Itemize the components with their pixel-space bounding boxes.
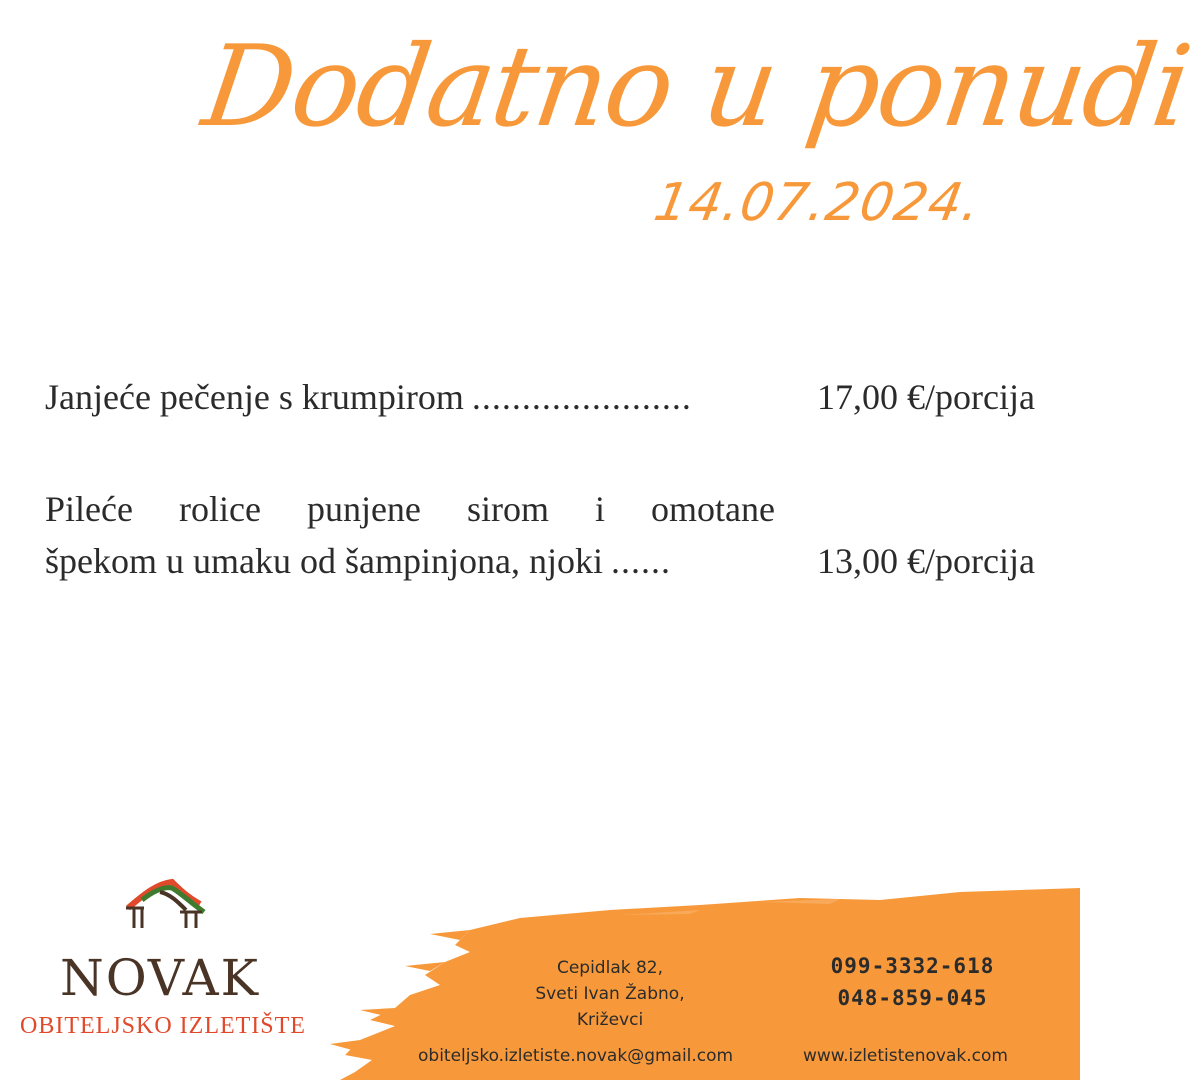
address-line: Križevci: [576, 1010, 644, 1030]
offer-date: 14.07.2024.: [649, 173, 986, 233]
menu-item-word: omotane: [651, 489, 775, 529]
menu-item-word: sirom: [466, 489, 549, 529]
website-url: www.izletistenovak.com: [803, 1046, 1008, 1066]
menu-item-name: Janjeće pečenje s krumpirom: [45, 377, 464, 417]
address-line: Sveti Ivan Žabno,: [535, 984, 685, 1004]
address-line: Cepidlak 82,: [556, 958, 664, 978]
logo-subtitle: OBITELJSKO IZLETIŠTE: [20, 1013, 306, 1039]
brand-logo: [20, 878, 306, 1048]
menu-item-word: i: [594, 489, 605, 529]
logo-name: NOVAK: [59, 949, 261, 1007]
menu-item-leader-dots: ......................: [471, 377, 692, 417]
page-title: Dodatno u ponudi: [195, 22, 1197, 152]
menu-item-name: špekom u umaku od šampinjona, njoki: [45, 541, 603, 581]
email-address: obiteljsko.izletiste.novak@gmail.com: [418, 1046, 734, 1066]
menu-item-word: punjene: [306, 489, 421, 529]
phone-number: 048-859-045: [837, 986, 988, 1010]
phone-number: 099-3332-618: [830, 954, 995, 978]
menu-item-word: Pileće: [45, 489, 133, 529]
house-roof-icon: [120, 878, 210, 938]
menu-item-price: 13,00 €/porcija: [817, 541, 1035, 581]
address: [500, 955, 720, 1033]
menu-item-word: rolice: [178, 489, 261, 529]
menu-item-leader-dots: ......: [610, 541, 671, 581]
menu-item-price: 17,00 €/porcija: [817, 377, 1035, 417]
